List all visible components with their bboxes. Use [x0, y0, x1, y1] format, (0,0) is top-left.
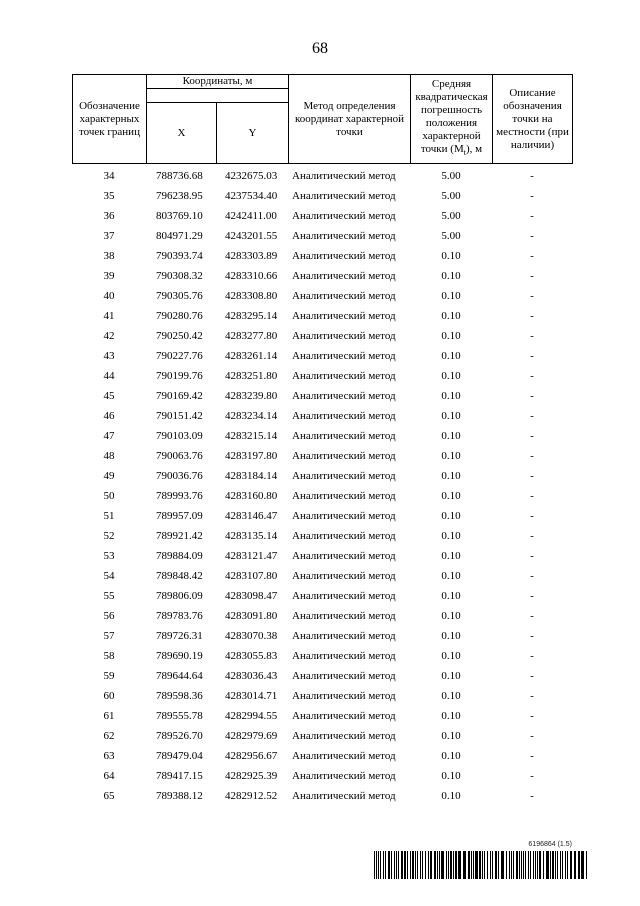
cell-x: 789848.42 [156, 570, 203, 582]
cell-x: 804971.29 [156, 230, 203, 242]
cell-x: 790036.76 [156, 470, 203, 482]
cell-y: 4283107.80 [225, 570, 278, 582]
cell-y: 4283215.14 [225, 430, 278, 442]
cell-y: 4283135.14 [225, 530, 278, 542]
table-row [72, 226, 572, 246]
cell-method: Аналитический метод [292, 390, 396, 402]
cell-err: 0.10 [441, 650, 461, 662]
table-row [72, 386, 572, 406]
cell-desc: - [530, 230, 534, 242]
cell-x: 790250.42 [156, 330, 203, 342]
cell-method: Аналитический метод [292, 250, 396, 262]
cell-x: 790063.76 [156, 450, 203, 462]
cell-err: 0.10 [441, 510, 461, 522]
cell-n: 39 [103, 270, 115, 282]
cell-desc: - [530, 210, 534, 222]
table-row [72, 606, 572, 626]
cell-desc: - [530, 590, 534, 602]
table-row [72, 406, 572, 426]
cell-x: 790393.74 [156, 250, 203, 262]
cell-n: 59 [103, 670, 115, 682]
cell-desc: - [530, 310, 534, 322]
table-row [72, 366, 572, 386]
table-row [72, 286, 572, 306]
cell-x: 789690.19 [156, 650, 203, 662]
header-error: Средняя квадратическая погрешность положения характерной точки $(M_t)$, м [411, 75, 493, 164]
table-row [72, 486, 572, 506]
cell-method: Аналитический метод [292, 670, 396, 682]
cell-x: 790280.76 [156, 310, 203, 322]
cell-method: Аналитический метод [292, 170, 396, 182]
cell-x: 796238.95 [156, 190, 203, 202]
cell-x: 789526.70 [156, 730, 203, 742]
table-row [72, 526, 572, 546]
table-row [72, 166, 572, 186]
cell-method: Аналитический метод [292, 430, 396, 442]
cell-err: 0.10 [441, 670, 461, 682]
cell-err: 0.10 [441, 590, 461, 602]
cell-method: Аналитический метод [292, 210, 396, 222]
page-number: 68 [312, 40, 328, 57]
cell-err: 5.00 [441, 210, 461, 222]
cell-n: 64 [103, 770, 115, 782]
cell-y: 4283234.14 [225, 410, 278, 422]
cell-method: Аналитический метод [292, 190, 396, 202]
table-row [72, 746, 572, 766]
header-method: Метод определения координат характерной точки [289, 75, 411, 164]
cell-method: Аналитический метод [292, 310, 396, 322]
cell-n: 58 [103, 650, 115, 662]
cell-method: Аналитический метод [292, 270, 396, 282]
cell-y: 4282956.67 [225, 750, 278, 762]
cell-method: Аналитический метод [292, 690, 396, 702]
cell-y: 4283303.89 [225, 250, 278, 262]
cell-n: 35 [103, 190, 115, 202]
cell-x: 789479.04 [156, 750, 203, 762]
table-row [72, 246, 572, 266]
cell-err: 0.10 [441, 310, 461, 322]
table-row [72, 766, 572, 786]
cell-y: 4232675.03 [225, 170, 278, 182]
document-stamp [374, 841, 590, 879]
cell-method: Аналитический метод [292, 530, 396, 542]
cell-n: 41 [103, 310, 115, 322]
barcode-icon [374, 851, 590, 879]
cell-n: 53 [103, 550, 115, 562]
cell-y: 4283184.14 [225, 470, 278, 482]
cell-y: 4282994.55 [225, 710, 278, 722]
table-row [72, 706, 572, 726]
cell-n: 49 [103, 470, 115, 482]
cell-desc: - [530, 450, 534, 462]
cell-n: 51 [103, 510, 115, 522]
table-row [72, 546, 572, 566]
cell-desc: - [530, 770, 534, 782]
cell-method: Аналитический метод [292, 570, 396, 582]
cell-desc: - [530, 610, 534, 622]
cell-method: Аналитический метод [292, 230, 396, 242]
cell-x: 789388.12 [156, 790, 203, 802]
cell-n: 61 [103, 710, 115, 722]
cell-x: 789598.36 [156, 690, 203, 702]
cell-desc: - [530, 690, 534, 702]
cell-desc: - [530, 550, 534, 562]
header-description: Описание обозначения точки на местности (при наличии) [493, 75, 573, 164]
cell-n: 36 [103, 210, 115, 222]
cell-x: 789555.78 [156, 710, 203, 722]
cell-y: 4283091.80 [225, 610, 278, 622]
cell-err: 5.00 [441, 190, 461, 202]
cell-n: 46 [103, 410, 115, 422]
cell-err: 0.10 [441, 430, 461, 442]
cell-n: 34 [103, 170, 115, 182]
cell-x: 790169.42 [156, 390, 203, 402]
table-row [72, 506, 572, 526]
cell-n: 62 [103, 730, 115, 742]
table-row [72, 666, 572, 686]
cell-desc: - [530, 670, 534, 682]
cell-method: Аналитический метод [292, 450, 396, 462]
cell-n: 43 [103, 350, 115, 362]
cell-y: 4283295.14 [225, 310, 278, 322]
table-header [72, 74, 573, 164]
cell-y: 4283146.47 [225, 510, 278, 522]
cell-desc: - [530, 790, 534, 802]
table-row [72, 326, 572, 346]
cell-desc: - [530, 350, 534, 362]
coordinates-table [72, 166, 572, 806]
cell-err: 0.10 [441, 450, 461, 462]
cell-n: 45 [103, 390, 115, 402]
cell-err: 0.10 [441, 750, 461, 762]
cell-y: 4283121.47 [225, 550, 278, 562]
cell-desc: - [530, 750, 534, 762]
table-row [72, 466, 572, 486]
cell-desc: - [530, 470, 534, 482]
cell-y: 4283277.80 [225, 330, 278, 342]
cell-n: 38 [103, 250, 115, 262]
cell-err: 0.10 [441, 270, 461, 282]
cell-n: 65 [103, 790, 115, 802]
cell-x: 789921.42 [156, 530, 203, 542]
cell-y: 4283308.80 [225, 290, 278, 302]
cell-method: Аналитический метод [292, 410, 396, 422]
cell-err: 0.10 [441, 610, 461, 622]
cell-desc: - [530, 570, 534, 582]
cell-err: 0.10 [441, 250, 461, 262]
cell-y: 4283098.47 [225, 590, 278, 602]
cell-method: Аналитический метод [292, 510, 396, 522]
cell-n: 52 [103, 530, 115, 542]
table-row [72, 306, 572, 326]
cell-x: 790199.76 [156, 370, 203, 382]
cell-x: 789783.76 [156, 610, 203, 622]
cell-y: 4283197.80 [225, 450, 278, 462]
cell-err: 5.00 [441, 230, 461, 242]
header-designation: Обозначение характерных точек границ [73, 75, 147, 164]
cell-method: Аналитический метод [292, 370, 396, 382]
cell-y: 4283310.66 [225, 270, 278, 282]
cell-x: 790305.76 [156, 290, 203, 302]
cell-method: Аналитический метод [292, 550, 396, 562]
cell-desc: - [530, 250, 534, 262]
cell-desc: - [530, 530, 534, 542]
cell-err: 0.10 [441, 570, 461, 582]
cell-desc: - [530, 270, 534, 282]
cell-method: Аналитический метод [292, 590, 396, 602]
cell-n: 37 [103, 230, 115, 242]
cell-desc: - [530, 290, 534, 302]
cell-err: 0.10 [441, 370, 461, 382]
cell-y: 4237534.40 [225, 190, 278, 202]
table-row [72, 446, 572, 466]
cell-method: Аналитический метод [292, 790, 396, 802]
cell-x: 790227.76 [156, 350, 203, 362]
header-coordinates: Координаты, м [147, 75, 289, 89]
cell-x: 790151.42 [156, 410, 203, 422]
cell-method: Аналитический метод [292, 470, 396, 482]
cell-n: 44 [103, 370, 115, 382]
cell-y: 4242411.00 [225, 210, 277, 222]
cell-x: 789806.09 [156, 590, 203, 602]
cell-method: Аналитический метод [292, 770, 396, 782]
cell-desc: - [530, 430, 534, 442]
cell-method: Аналитический метод [292, 330, 396, 342]
cell-desc: - [530, 490, 534, 502]
cell-x: 789957.09 [156, 510, 203, 522]
cell-desc: - [530, 630, 534, 642]
cell-y: 4283036.43 [225, 670, 278, 682]
cell-desc: - [530, 390, 534, 402]
cell-desc: - [530, 730, 534, 742]
cell-err: 0.10 [441, 350, 461, 362]
cell-n: 57 [103, 630, 115, 642]
cell-err: 0.10 [441, 490, 461, 502]
cell-method: Аналитический метод [292, 730, 396, 742]
cell-x: 789417.15 [156, 770, 203, 782]
cell-x: 789884.09 [156, 550, 203, 562]
table-row [72, 266, 572, 286]
cell-n: 54 [103, 570, 115, 582]
cell-err: 0.10 [441, 730, 461, 742]
cell-y: 4283160.80 [225, 490, 278, 502]
cell-err: 0.10 [441, 290, 461, 302]
cell-err: 0.10 [441, 410, 461, 422]
cell-x: 789993.76 [156, 490, 203, 502]
table-row [72, 346, 572, 366]
cell-y: 4283055.83 [225, 650, 278, 662]
header-y: Y [217, 103, 289, 164]
cell-x: 789644.64 [156, 670, 203, 682]
table-row [72, 646, 572, 666]
cell-y: 4283251.80 [225, 370, 278, 382]
cell-n: 50 [103, 490, 115, 502]
cell-method: Аналитический метод [292, 630, 396, 642]
cell-n: 40 [103, 290, 115, 302]
table-row [72, 186, 572, 206]
cell-err: 0.10 [441, 690, 461, 702]
cell-y: 4283261.14 [225, 350, 278, 362]
cell-desc: - [530, 650, 534, 662]
table-row [72, 206, 572, 226]
cell-err: 0.10 [441, 330, 461, 342]
table-row [72, 786, 572, 806]
cell-method: Аналитический метод [292, 650, 396, 662]
cell-desc: - [530, 330, 534, 342]
cell-err: 0.10 [441, 530, 461, 542]
cell-method: Аналитический метод [292, 350, 396, 362]
cell-desc: - [530, 410, 534, 422]
cell-n: 47 [103, 430, 115, 442]
table-row [72, 566, 572, 586]
cell-x: 788736.68 [156, 170, 203, 182]
cell-n: 42 [103, 330, 115, 342]
cell-n: 48 [103, 450, 115, 462]
cell-err: 0.10 [441, 790, 461, 802]
table-row [72, 686, 572, 706]
header-x: X [147, 103, 217, 164]
cell-method: Аналитический метод [292, 610, 396, 622]
cell-x: 789726.31 [156, 630, 203, 642]
cell-err: 0.10 [441, 550, 461, 562]
table-row [72, 726, 572, 746]
table-row [72, 426, 572, 446]
cell-x: 790103.09 [156, 430, 203, 442]
cell-n: 55 [103, 590, 115, 602]
cell-err: 0.10 [441, 390, 461, 402]
cell-desc: - [530, 170, 534, 182]
cell-x: 790308.32 [156, 270, 203, 282]
cell-y: 4283014.71 [225, 690, 278, 702]
cell-n: 63 [103, 750, 115, 762]
table-row [72, 626, 572, 646]
cell-y: 4282979.69 [225, 730, 278, 742]
cell-method: Аналитический метод [292, 750, 396, 762]
cell-y: 4282925.39 [225, 770, 278, 782]
cell-desc: - [530, 370, 534, 382]
cell-y: 4283070.38 [225, 630, 278, 642]
cell-err: 0.10 [441, 770, 461, 782]
cell-method: Аналитический метод [292, 290, 396, 302]
cell-method: Аналитический метод [292, 710, 396, 722]
cell-n: 60 [103, 690, 115, 702]
cell-desc: - [530, 710, 534, 722]
table-row [72, 586, 572, 606]
cell-err: 0.10 [441, 470, 461, 482]
cell-err: 5.00 [441, 170, 461, 182]
cell-desc: - [530, 190, 534, 202]
cell-method: Аналитический метод [292, 490, 396, 502]
cell-y: 4283239.80 [225, 390, 278, 402]
cell-y: 4243201.55 [225, 230, 278, 242]
stamp-code: 6196864 (1.5) [528, 841, 572, 848]
cell-n: 56 [103, 610, 115, 622]
cell-x: 803769.10 [156, 210, 203, 222]
cell-err: 0.10 [441, 710, 461, 722]
cell-desc: - [530, 510, 534, 522]
cell-err: 0.10 [441, 630, 461, 642]
cell-y: 4282912.52 [225, 790, 278, 802]
